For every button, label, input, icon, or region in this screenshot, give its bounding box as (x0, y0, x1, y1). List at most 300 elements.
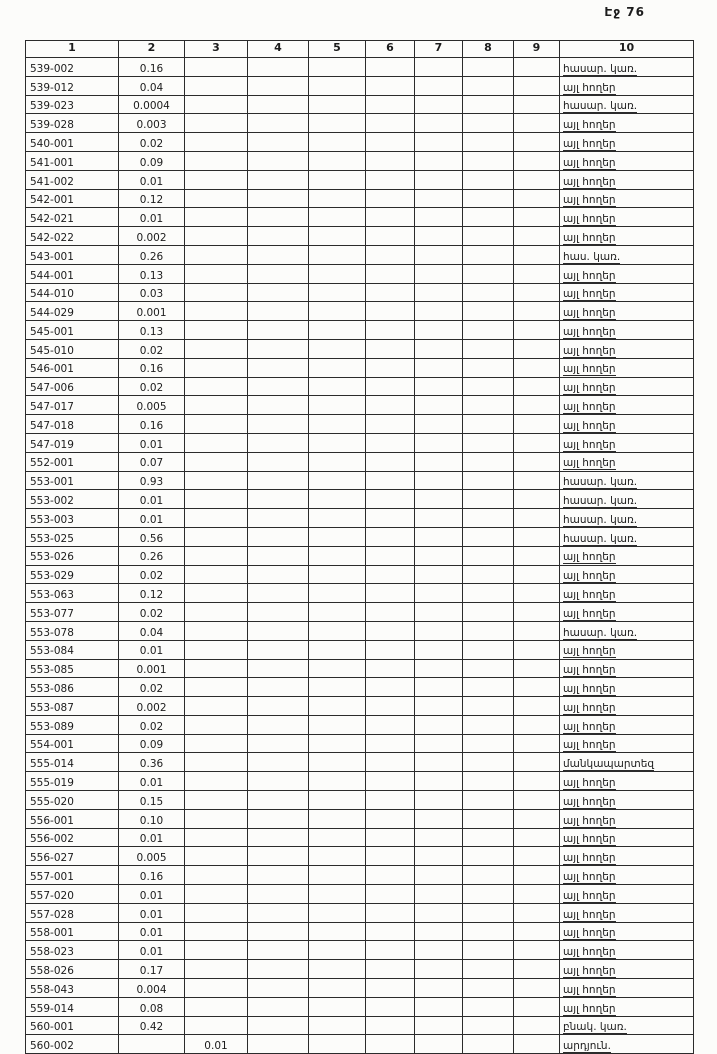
value-cell (185, 584, 248, 603)
table-row (26, 471, 694, 490)
value-cell (463, 866, 514, 885)
land-category-text: այլ հողեր (563, 213, 616, 226)
value-cell: 0.01 (119, 772, 185, 791)
value-cell (514, 189, 560, 208)
parcel-code-cell: 559-014 (26, 997, 119, 1016)
value-cell: 0.02 (119, 339, 185, 358)
value-cell (309, 415, 366, 434)
value-cell (415, 715, 463, 734)
value-cell: 0.01 (119, 941, 185, 960)
value-cell (463, 979, 514, 998)
value-cell (415, 828, 463, 847)
value-cell (185, 452, 248, 471)
value-cell (514, 640, 560, 659)
value-cell (309, 490, 366, 509)
value-cell (463, 358, 514, 377)
column-header: 8 (463, 41, 514, 58)
parcel-code-cell: 557-028 (26, 903, 119, 922)
value-cell (185, 283, 248, 302)
value-cell (309, 922, 366, 941)
value-cell (514, 922, 560, 941)
value-cell: 0.02 (119, 715, 185, 734)
value-cell (463, 208, 514, 227)
value-cell (309, 227, 366, 246)
value-cell (514, 151, 560, 170)
value-cell (514, 715, 560, 734)
value-cell (185, 809, 248, 828)
value-cell (248, 321, 309, 340)
value-cell (185, 903, 248, 922)
value-cell (185, 76, 248, 95)
parcel-code-cell: 560-001 (26, 1016, 119, 1035)
value-cell (415, 809, 463, 828)
value-cell: 0.12 (119, 189, 185, 208)
value-cell (366, 772, 415, 791)
parcel-code-cell: 539-012 (26, 76, 119, 95)
value-cell (415, 377, 463, 396)
land-category-cell (560, 170, 694, 189)
value-cell (366, 76, 415, 95)
value-cell (463, 772, 514, 791)
value-cell (185, 791, 248, 810)
land-category-cell (560, 377, 694, 396)
value-cell: 0.005 (119, 847, 185, 866)
land-category-cell (560, 208, 694, 227)
value-cell (514, 114, 560, 133)
value-cell (185, 151, 248, 170)
land-category-text: հասար. կառ. (563, 62, 638, 75)
value-cell (463, 76, 514, 95)
value-cell: 0.26 (119, 245, 185, 264)
table-row (26, 941, 694, 960)
value-cell (185, 471, 248, 490)
value-cell (248, 189, 309, 208)
value-cell (248, 302, 309, 321)
land-category-text: այլ հողեր (563, 683, 616, 696)
value-cell (248, 697, 309, 716)
value-cell (248, 471, 309, 490)
value-cell (514, 245, 560, 264)
value-cell (185, 189, 248, 208)
table-row (26, 885, 694, 904)
value-cell (463, 997, 514, 1016)
value-cell (309, 979, 366, 998)
value-cell (248, 415, 309, 434)
land-category-cell (560, 283, 694, 302)
land-category-cell (560, 753, 694, 772)
table-row (26, 170, 694, 189)
value-cell (415, 433, 463, 452)
value-cell (185, 772, 248, 791)
value-cell (309, 339, 366, 358)
value-cell (248, 283, 309, 302)
value-cell: 0.17 (119, 960, 185, 979)
land-category-text: հասար. կառ. (563, 100, 638, 113)
land-category-cell (560, 1016, 694, 1035)
value-cell (514, 433, 560, 452)
table-row (26, 58, 694, 77)
table-header-row (26, 41, 694, 58)
value-cell (248, 828, 309, 847)
land-category-text: այլ հողեր (563, 908, 616, 921)
value-cell (366, 189, 415, 208)
land-category-cell (560, 734, 694, 753)
value-cell (415, 133, 463, 152)
value-cell (185, 509, 248, 528)
value-cell (185, 847, 248, 866)
table-row (26, 264, 694, 283)
parcel-code-cell: 552-001 (26, 452, 119, 471)
value-cell (514, 1035, 560, 1054)
value-cell (463, 960, 514, 979)
column-header: 4 (248, 41, 309, 58)
value-cell (366, 866, 415, 885)
table-row (26, 922, 694, 941)
parcel-code-cell: 557-020 (26, 885, 119, 904)
value-cell (366, 264, 415, 283)
value-cell (415, 885, 463, 904)
value-cell (185, 659, 248, 678)
land-category-text: այլ հողեր (563, 983, 616, 996)
land-category-text: այլ հողեր (563, 344, 616, 357)
value-cell: 0.01 (119, 828, 185, 847)
value-cell (415, 245, 463, 264)
value-cell (415, 339, 463, 358)
value-cell (514, 133, 560, 152)
value-cell (415, 753, 463, 772)
value-cell (248, 603, 309, 622)
value-cell: 0.01 (119, 170, 185, 189)
value-cell (463, 941, 514, 960)
value-cell: 0.03 (119, 283, 185, 302)
land-category-cell (560, 828, 694, 847)
table-row (26, 1035, 694, 1054)
value-cell (366, 621, 415, 640)
value-cell (463, 715, 514, 734)
value-cell (514, 678, 560, 697)
value-cell (248, 227, 309, 246)
land-category-cell (560, 527, 694, 546)
value-cell (309, 58, 366, 77)
table-row (26, 114, 694, 133)
land-category-cell (560, 809, 694, 828)
table-row (26, 753, 694, 772)
value-cell (514, 546, 560, 565)
parcel-code-cell: 539-002 (26, 58, 119, 77)
value-cell (185, 339, 248, 358)
land-category-text: հասար. կառ. (563, 476, 638, 489)
table-row (26, 490, 694, 509)
parcel-code-cell: 555-019 (26, 772, 119, 791)
value-cell (514, 321, 560, 340)
table-row (26, 76, 694, 95)
parcel-code-cell: 553-089 (26, 715, 119, 734)
value-cell: 0.001 (119, 302, 185, 321)
land-category-cell (560, 546, 694, 565)
parcel-code-cell: 541-002 (26, 170, 119, 189)
value-cell (309, 321, 366, 340)
value-cell (415, 772, 463, 791)
value-cell (463, 885, 514, 904)
value-cell (366, 302, 415, 321)
land-category-text: հասար. կառ. (563, 626, 638, 639)
land-category-text: այլ հողեր (563, 325, 616, 338)
value-cell (463, 659, 514, 678)
value-cell (366, 903, 415, 922)
value-cell (185, 941, 248, 960)
value-cell (309, 358, 366, 377)
value-cell (185, 58, 248, 77)
parcel-code-cell: 553-077 (26, 603, 119, 622)
land-category-cell (560, 490, 694, 509)
table-row (26, 809, 694, 828)
land-category-text: այլ հողեր (563, 1002, 616, 1015)
parcel-code-cell: 541-001 (26, 151, 119, 170)
value-cell (366, 960, 415, 979)
value-cell (366, 979, 415, 998)
value-cell (309, 114, 366, 133)
value-cell (309, 509, 366, 528)
value-cell (309, 95, 366, 114)
table-row (26, 302, 694, 321)
land-parcel-table (25, 40, 694, 1054)
value-cell (366, 734, 415, 753)
value-cell (415, 922, 463, 941)
value-cell (514, 471, 560, 490)
value-cell (309, 621, 366, 640)
value-cell (463, 546, 514, 565)
value-cell (309, 396, 366, 415)
value-cell (185, 415, 248, 434)
value-cell (514, 208, 560, 227)
land-category-cell (560, 358, 694, 377)
value-cell (415, 452, 463, 471)
value-cell (463, 302, 514, 321)
table-row (26, 565, 694, 584)
value-cell: 0.13 (119, 321, 185, 340)
parcel-code-cell: 544-010 (26, 283, 119, 302)
value-cell: 0.10 (119, 809, 185, 828)
value-cell (185, 734, 248, 753)
value-cell (185, 358, 248, 377)
land-category-text: այլ հողեր (563, 231, 616, 244)
value-cell (415, 1016, 463, 1035)
parcel-code-cell: 558-001 (26, 922, 119, 941)
value-cell (415, 321, 463, 340)
value-cell (415, 546, 463, 565)
table-row (26, 828, 694, 847)
value-cell (415, 227, 463, 246)
value-cell (366, 396, 415, 415)
land-category-text: բնակ. կառ. (563, 1021, 627, 1034)
value-cell (248, 678, 309, 697)
value-cell (366, 415, 415, 434)
parcel-code-cell: 553-029 (26, 565, 119, 584)
value-cell (185, 133, 248, 152)
value-cell: 0.09 (119, 734, 185, 753)
value-cell (514, 377, 560, 396)
table-row (26, 772, 694, 791)
value-cell (309, 565, 366, 584)
land-category-text: այլ հողեր (563, 363, 616, 376)
land-category-cell (560, 659, 694, 678)
land-category-cell (560, 321, 694, 340)
land-category-text: այլ հողեր (563, 664, 616, 677)
value-cell (514, 885, 560, 904)
value-cell (309, 941, 366, 960)
value-cell (366, 678, 415, 697)
table-row (26, 659, 694, 678)
parcel-code-cell: 553-063 (26, 584, 119, 603)
value-cell (185, 997, 248, 1016)
table-row (26, 791, 694, 810)
value-cell (248, 1016, 309, 1035)
value-cell (185, 114, 248, 133)
value-cell (248, 1035, 309, 1054)
value-cell (366, 433, 415, 452)
value-cell (463, 133, 514, 152)
value-cell (248, 358, 309, 377)
value-cell: 0.01 (119, 490, 185, 509)
land-category-cell (560, 584, 694, 603)
value-cell (514, 828, 560, 847)
value-cell (248, 584, 309, 603)
value-cell (463, 1035, 514, 1054)
value-cell (415, 791, 463, 810)
value-cell (366, 339, 415, 358)
value-cell: 0.16 (119, 358, 185, 377)
value-cell (366, 809, 415, 828)
value-cell (514, 809, 560, 828)
value-cell (185, 753, 248, 772)
land-category-cell (560, 189, 694, 208)
table-row (26, 377, 694, 396)
value-cell: 0.004 (119, 979, 185, 998)
value-cell (514, 903, 560, 922)
value-cell (415, 509, 463, 528)
parcel-code-cell: 543-001 (26, 245, 119, 264)
land-category-text: այլ հողեր (563, 438, 616, 451)
value-cell (248, 208, 309, 227)
value-cell (248, 659, 309, 678)
parcel-code-cell: 556-027 (26, 847, 119, 866)
table-row (26, 339, 694, 358)
value-cell (366, 151, 415, 170)
land-category-cell (560, 76, 694, 95)
land-category-text: այլ հողեր (563, 551, 616, 564)
value-cell (248, 452, 309, 471)
value-cell (463, 621, 514, 640)
land-category-text: այլ հողեր (563, 720, 616, 733)
value-cell (366, 377, 415, 396)
value-cell (248, 377, 309, 396)
value-cell (366, 471, 415, 490)
parcel-code-cell: 553-025 (26, 527, 119, 546)
value-cell (309, 302, 366, 321)
value-cell (309, 603, 366, 622)
value-cell (514, 452, 560, 471)
land-category-cell (560, 227, 694, 246)
value-cell: 0.04 (119, 621, 185, 640)
value-cell (415, 471, 463, 490)
value-cell (514, 1016, 560, 1035)
value-cell (248, 527, 309, 546)
value-cell (248, 734, 309, 753)
land-category-text: հաս. կառ. (563, 250, 621, 263)
land-category-text: այլ հողեր (563, 401, 616, 414)
land-category-text: այլ հողեր (563, 269, 616, 282)
land-category-cell (560, 847, 694, 866)
value-cell (415, 640, 463, 659)
value-cell (366, 527, 415, 546)
parcel-code-cell: 547-018 (26, 415, 119, 434)
land-category-text: այլ հողեր (563, 927, 616, 940)
value-cell (309, 471, 366, 490)
value-cell (463, 903, 514, 922)
table-row (26, 979, 694, 998)
value-cell (463, 433, 514, 452)
parcel-code-cell: 544-029 (26, 302, 119, 321)
value-cell (366, 828, 415, 847)
land-category-cell (560, 885, 694, 904)
value-cell (366, 358, 415, 377)
land-category-cell (560, 791, 694, 810)
land-category-cell (560, 866, 694, 885)
value-cell (248, 903, 309, 922)
value-cell: 0.16 (119, 58, 185, 77)
land-category-text: այլ հողեր (563, 288, 616, 301)
value-cell (185, 715, 248, 734)
table-row (26, 903, 694, 922)
value-cell: 0.01 (119, 885, 185, 904)
value-cell: 0.56 (119, 527, 185, 546)
table-row (26, 189, 694, 208)
value-cell (309, 847, 366, 866)
value-cell (514, 772, 560, 791)
page-number: Էջ 76 (604, 5, 645, 19)
land-category-cell (560, 621, 694, 640)
value-cell (514, 415, 560, 434)
column-header: 9 (514, 41, 560, 58)
value-cell (514, 58, 560, 77)
land-category-text: այլ հողեր (563, 701, 616, 714)
value-cell (309, 885, 366, 904)
land-category-cell (560, 58, 694, 77)
land-category-cell (560, 997, 694, 1016)
value-cell (415, 659, 463, 678)
value-cell (463, 283, 514, 302)
table-row (26, 1016, 694, 1035)
value-cell (415, 866, 463, 885)
parcel-code-cell: 553-001 (26, 471, 119, 490)
value-cell (366, 509, 415, 528)
land-category-cell (560, 1035, 694, 1054)
value-cell: 0.15 (119, 791, 185, 810)
value-cell (514, 659, 560, 678)
value-cell (185, 245, 248, 264)
value-cell (514, 227, 560, 246)
value-cell (309, 170, 366, 189)
value-cell: 0.02 (119, 565, 185, 584)
land-category-text: այլ հողեր (563, 589, 616, 602)
value-cell (514, 396, 560, 415)
value-cell (366, 640, 415, 659)
value-cell (309, 960, 366, 979)
value-cell (309, 283, 366, 302)
value-cell (463, 1016, 514, 1035)
land-category-text: հասար. կառ. (563, 532, 638, 545)
value-cell (248, 151, 309, 170)
